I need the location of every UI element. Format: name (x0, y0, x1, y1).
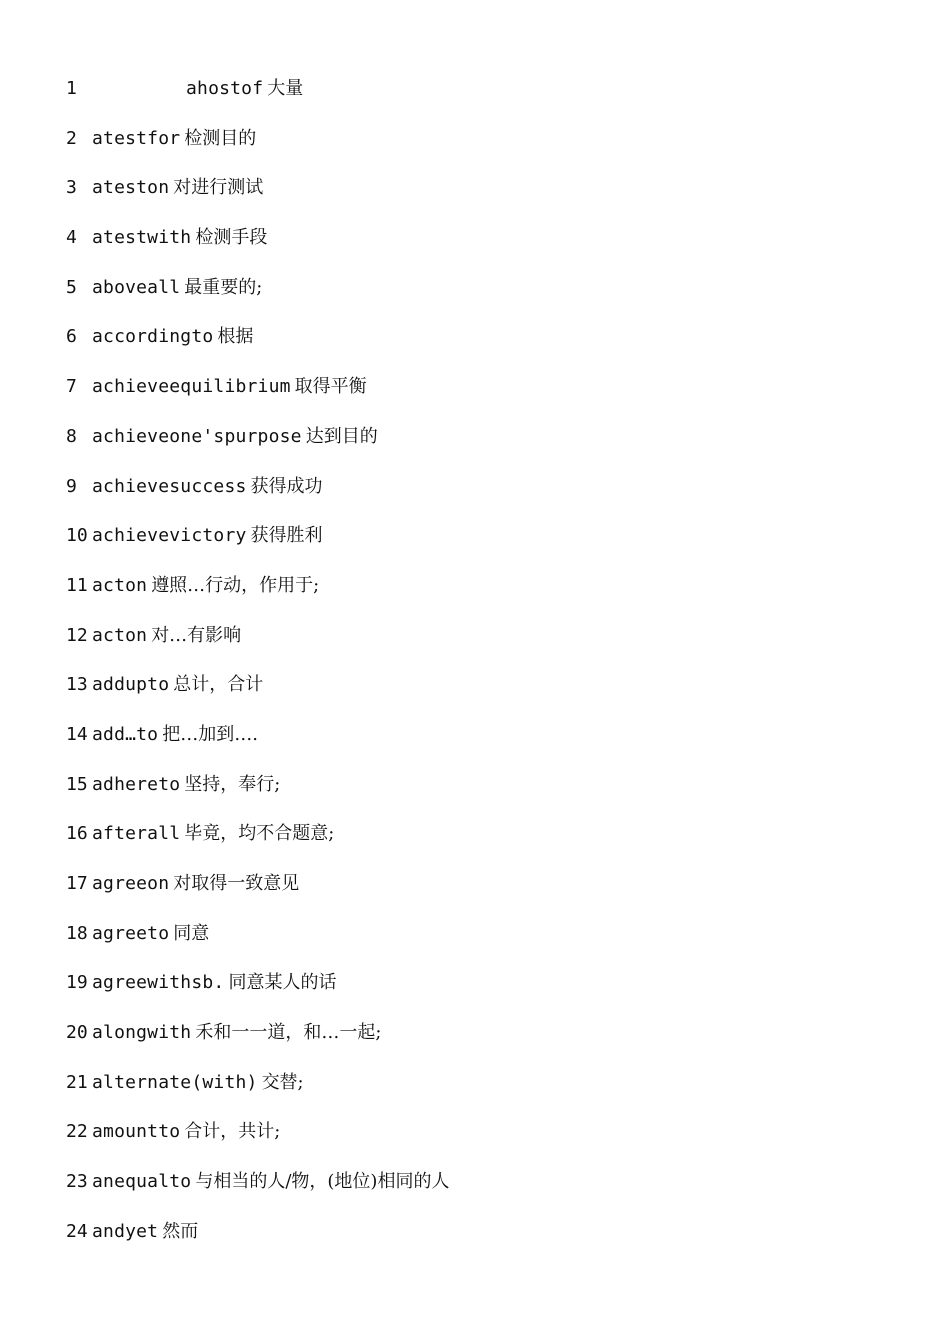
entry-meaning: 对…有影响 (151, 624, 242, 646)
entry-meaning: 同意某人的话 (228, 972, 337, 994)
entry-phrase: ateston (92, 177, 170, 199)
list-item (66, 722, 449, 772)
entry-number: 21 (66, 1071, 88, 1093)
entry-phrase: atestfor (92, 127, 181, 149)
entry-phrase: achieveequilibrium (92, 376, 291, 398)
entry-number: 10 (66, 525, 88, 547)
entry-number: 6 (66, 326, 77, 348)
entry-number: 18 (66, 922, 88, 944)
entry-number: 13 (66, 674, 88, 696)
list-item (66, 821, 449, 871)
entry-meaning: 获得胜利 (250, 525, 323, 547)
entry-number: 15 (66, 773, 88, 795)
list-item (66, 1119, 449, 1169)
entry-number: 14 (66, 723, 88, 745)
entry-phrase: alternate(with) (92, 1071, 258, 1093)
list-item (66, 126, 449, 176)
list-item (66, 623, 449, 673)
list-item (66, 1070, 449, 1120)
entry-phrase: achieveone'spurpose (92, 425, 302, 447)
entry-meaning: 取得平衡 (294, 376, 367, 398)
list-item (66, 474, 449, 524)
list-item (66, 1219, 449, 1269)
entry-number: 3 (66, 177, 77, 199)
entry-number: 8 (66, 425, 77, 447)
entry-meaning: 交替; (261, 1071, 304, 1093)
list-item (66, 275, 449, 325)
entry-meaning: 禾和一一道，和…一起; (195, 1022, 382, 1044)
entry-number: 7 (66, 376, 77, 398)
entry-phrase: afterall (92, 823, 181, 845)
entry-meaning: 获得成功 (250, 475, 323, 497)
list-item (66, 225, 449, 275)
entry-meaning: 坚持，奉行; (184, 773, 281, 795)
entry-meaning: 大量 (267, 78, 304, 99)
list-item (66, 1020, 449, 1070)
list-item (66, 324, 449, 374)
list-item (66, 573, 449, 623)
entry-number: 19 (66, 972, 88, 994)
entry-phrase: andyet (92, 1220, 159, 1242)
entry-meaning: 合计，共计; (184, 1121, 281, 1143)
entry-meaning: 对取得一致意见 (173, 873, 300, 894)
phrase-list (66, 76, 449, 1269)
list-item (66, 424, 449, 474)
list-item (66, 672, 449, 722)
list-item (66, 76, 449, 126)
entry-number: 1 (66, 78, 77, 99)
entry-number: 24 (66, 1220, 88, 1242)
entry-meaning: 检测手段 (195, 227, 268, 249)
entry-number: 9 (66, 475, 77, 497)
entry-phrase: atestwith (92, 227, 192, 249)
entry-number: 23 (66, 1171, 88, 1193)
entry-number: 20 (66, 1022, 88, 1044)
list-item (66, 523, 449, 573)
entry-phrase: ahostof (186, 78, 264, 99)
entry-number: 11 (66, 574, 88, 596)
entry-meaning: 最重要的; (184, 276, 263, 298)
list-item (66, 374, 449, 424)
entry-number: 12 (66, 624, 88, 646)
list-item (66, 921, 449, 971)
entry-meaning: 毕竟，均不合题意; (184, 823, 335, 845)
entry-meaning: 与相当的人/物，(地位)相同的人 (195, 1171, 450, 1193)
list-item (66, 1169, 449, 1219)
list-item (66, 970, 449, 1020)
entry-number: 16 (66, 823, 88, 845)
entry-phrase: acton (92, 574, 148, 596)
entry-phrase: add…to (92, 723, 159, 745)
entry-meaning: 检测目的 (184, 127, 257, 149)
entry-phrase: agreeto (92, 922, 170, 944)
entry-meaning: 遵照…行动，作用于; (151, 574, 320, 596)
entry-phrase: alongwith (92, 1022, 192, 1044)
entry-phrase: aboveall (92, 276, 181, 298)
entry-meaning: 总计，合计 (173, 674, 264, 696)
list-item (66, 175, 449, 225)
entry-number: 4 (66, 227, 77, 249)
entry-meaning: 同意 (173, 922, 210, 944)
entry-phrase: amountto (92, 1121, 181, 1143)
entry-number: 5 (66, 276, 77, 298)
entry-phrase: accordingto (92, 326, 214, 348)
entry-phrase: achievevictory (92, 525, 247, 547)
entry-phrase: agreeon (92, 873, 170, 894)
entry-phrase: anequalto (92, 1171, 192, 1193)
list-item (66, 772, 449, 822)
entry-phrase: adhereto (92, 773, 181, 795)
entry-phrase: acton (92, 624, 148, 646)
list-item (66, 871, 449, 921)
entry-meaning: 然而 (162, 1220, 199, 1242)
entry-number: 17 (66, 873, 88, 894)
entry-number: 22 (66, 1121, 88, 1143)
entry-meaning: 达到目的 (305, 425, 378, 447)
entry-meaning: 把…加到…. (162, 723, 258, 745)
entry-number: 2 (66, 127, 77, 149)
entry-phrase: addupto (92, 674, 170, 696)
entry-meaning: 对进行测试 (173, 177, 264, 199)
entry-phrase: achievesuccess (92, 475, 247, 497)
entry-phrase: agreewithsb. (92, 972, 225, 994)
entry-meaning: 根据 (217, 326, 254, 348)
